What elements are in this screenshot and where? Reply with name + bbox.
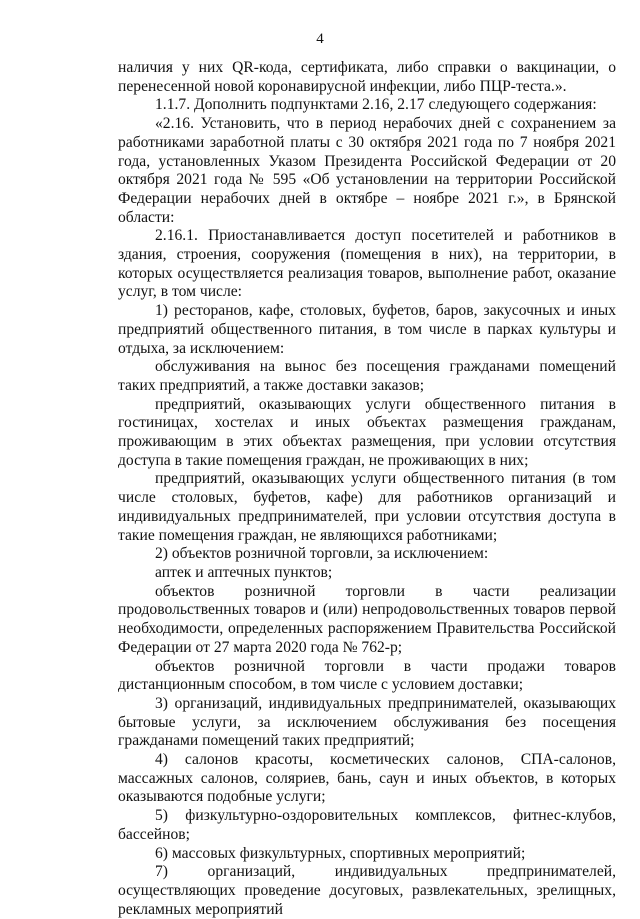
list-item-7: 7) организаций, индивидуальных предпринимателей, осуществляющих проведение досуговых, развлекательных, зрелищных, рекламных мероприятий bbox=[118, 863, 616, 918]
exception-item: объектов розничной торговли в части продажи товаров дистанционным способом, в том числе с условием доставки; bbox=[118, 657, 616, 694]
exception-item: объектов розничной торговли в части реализации продовольственных товаров и (или) непродовольственных товаров первой необходимости, определенных распоряжением Правительства Российской Федерации от 27 марта 2020 года № 762-р; bbox=[118, 582, 616, 656]
exception-item: аптек и аптечных пунктов; bbox=[155, 563, 333, 581]
document-body bbox=[118, 59, 616, 919]
list-item-5: 5) физкультурно-оздоровительных комплексов, фитнес-клубов, бассейнов; bbox=[118, 807, 616, 843]
list-item-6: 6) массовых физкультурных, спортивных мероприятий; bbox=[155, 844, 526, 862]
exception-item: предприятий, оказывающих услуги общественного питания в гостиницах, хостелах и иных объектах размещения гражданам, проживающим в этих объектах размещения, при условии отсутствия доступа в такие помещения граждан, не проживающих в них; bbox=[118, 395, 616, 469]
exception-item: обслуживания на вынос без посещения гражданами помещений таких предприятий, а также доставки заказов; bbox=[118, 358, 616, 394]
exception-item: предприятий, оказывающих услуги общественного питания (в том числе столовых, буфетов, кафе) для работников организаций и индивидуальных предпринимателей, при условии отсутствия доступа в такие помещения граждан, не являющихся работниками; bbox=[118, 470, 616, 544]
list-item-4: 4) салонов красоты, косметических салонов, СПА-салонов, массажных салонов, соляриев, бань, саун и иных объектов, в которых оказываются подобные услуги; bbox=[118, 751, 616, 806]
paragraph-1-1-7: 1.1.7. Дополнить подпунктами 2.16, 2.17 следующего содержания: bbox=[155, 96, 597, 114]
list-item-1: 1) ресторанов, кафе, столовых, буфетов, баров, закусочных и иных предприятий общественного питания, в том числе в парках культуры и отдыха, за исключением: bbox=[118, 302, 616, 357]
page-number: 4 bbox=[316, 31, 324, 47]
paragraph-2-16: «2.16. Установить, что в период нерабочих дней с сохранением за работниками заработной платы с 30 октября 2021 года по 7 ноября 2021 года, установленных Указом Президента Российской Федерации от 20 октября 2021 года № 595 «Об установлении на территории Российской Федерации нерабочих дней в октябре – ноябре 2021 г.», в Брянской области: bbox=[118, 115, 616, 226]
paragraph-2-16-1: 2.16.1. Приостанавливается доступ посетителей и работников в здания, строения, сооружения (помещения в них), на территории, в которых осуществляется реализация товаров, выполнение работ, оказание услуг, в том числе: bbox=[118, 227, 616, 301]
list-item-2: 2) объектов розничной торговли, за исключением: bbox=[155, 545, 489, 563]
paragraph-continuation: наличия у них QR-кода, сертификата, либо справки о вакцинации, о перенесенной новой коронавирусной инфекции, либо ПЦР-теста.». bbox=[118, 59, 616, 95]
list-item-3: 3) организаций, индивидуальных предпринимателей, оказывающих бытовые услуги, за исключением обслуживания без посещения гражданами помещений таких предприятий; bbox=[118, 694, 616, 750]
